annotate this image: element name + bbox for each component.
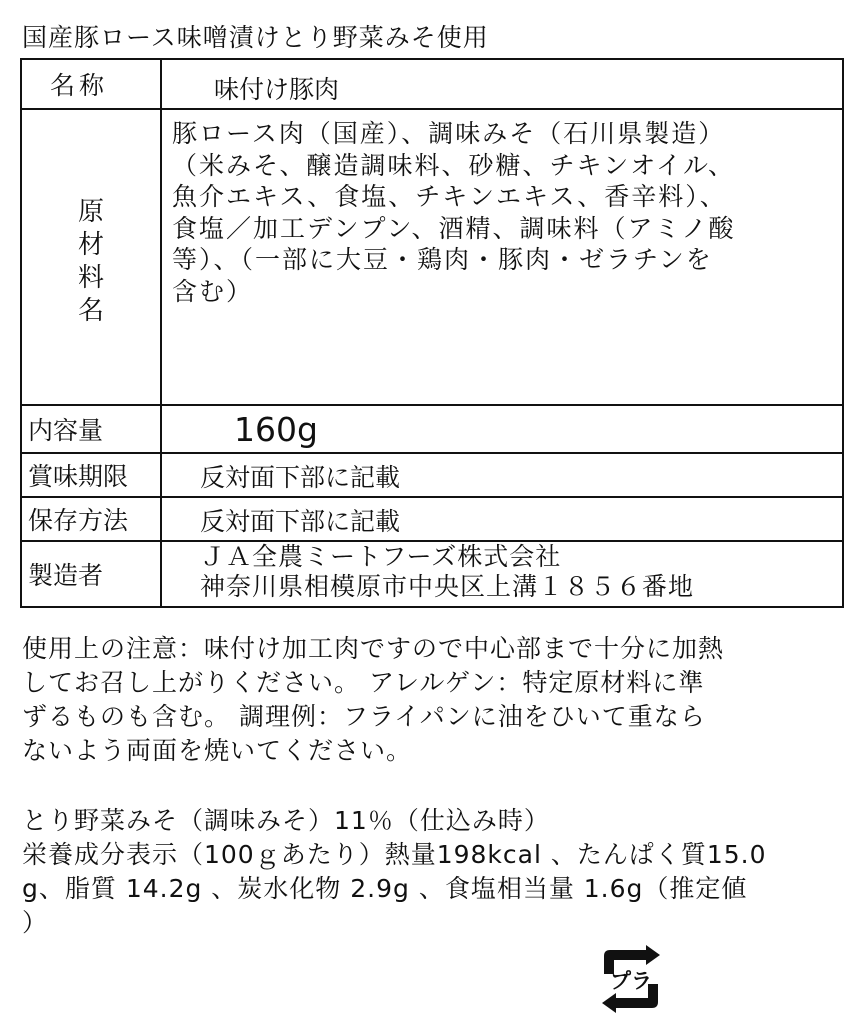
product-title: 国産豚ロース味噌漬けとり野菜みそ使用 <box>22 23 489 52</box>
ingredients-key-char: 原 <box>77 197 104 227</box>
manufacturer-row <box>22 542 842 606</box>
ingredients-key-char: 料 <box>77 263 104 293</box>
manufacturer-key: 製造者 <box>22 542 162 606</box>
storage-value: 反対面下部に記載 <box>200 507 401 536</box>
ingredients-line: 魚介エキス、食塩、チキンエキス、香辛料）、 <box>172 182 727 211</box>
ingredients-line: 等）、（一部に大豆・鶏肉・豚肉・ゼラチンを <box>172 245 713 274</box>
notes-section <box>22 632 844 940</box>
food-label-table <box>20 58 844 608</box>
expiry-row <box>22 454 842 498</box>
ingredients-line: 食塩／加工デンプン、酒精、調味料（アミノ酸 <box>172 213 736 243</box>
ingredients-key-char: 名 <box>77 296 104 326</box>
nutrition-line: g、脂質 14.2g 、炭水化物 2.9g 、食塩相当量 1.6g（推定値 <box>22 874 748 903</box>
name-key: 名称 <box>22 60 162 108</box>
volume-key: 内容量 <box>22 406 162 452</box>
ingredients-row <box>22 110 842 406</box>
manufacturer-name: ＪＡ全農ミートフーズ株式会社 <box>200 542 562 571</box>
caution-line: ないよう両面を焼いてください。 <box>22 736 413 765</box>
ingredients-key-char: 材 <box>77 230 104 260</box>
caution-line: ずるものも含む。 調理例：フライパンに油をひいて重なら <box>22 702 706 731</box>
nutrition-line: ） <box>22 908 49 937</box>
expiry-value: 反対面下部に記載 <box>200 463 401 492</box>
recycle-mark-text: プラ <box>610 969 652 993</box>
name-value: 味付け豚肉 <box>214 75 340 104</box>
plastic-recycle-icon <box>594 944 668 1014</box>
volume-row <box>22 406 842 454</box>
ingredients-key <box>22 110 162 404</box>
storage-key: 保存方法 <box>22 498 162 540</box>
volume-value: 160g <box>234 410 318 449</box>
manufacturer-value <box>162 542 842 606</box>
storage-row <box>22 498 842 542</box>
manufacturer-address: 神奈川県相模原市中央区上溝１８５６番地 <box>200 572 695 601</box>
ingredients-line: 含む） <box>172 276 254 306</box>
caution-line: 使用上の注意：味付け加工肉ですので中心部まで十分に加熱 <box>22 634 725 663</box>
ingredients-line: （米みそ、醸造調味料、砂糖、チキンオイル、 <box>172 150 736 180</box>
nutrition-line: 栄養成分表示（100ｇあたり）熱量198kcal 、たんぱく質15.0 <box>22 840 767 869</box>
name-row <box>22 60 842 110</box>
ratio-line: とり野菜みそ（調味みそ）11％（仕込み時） <box>22 806 550 835</box>
ingredients-line: 豚ロース肉（国産）、調味みそ（石川県製造） <box>172 119 726 148</box>
expiry-key: 賞味期限 <box>22 454 162 496</box>
ingredients-value <box>162 110 842 404</box>
caution-line: してお召し上がりください。 アレルゲン：特定原材料に準 <box>22 668 705 697</box>
